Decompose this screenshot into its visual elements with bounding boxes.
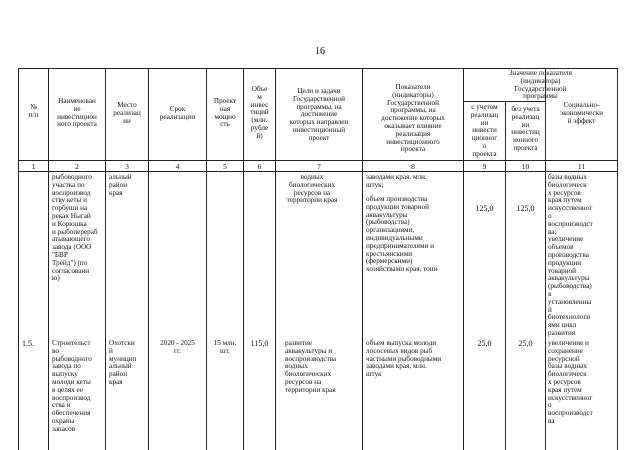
row-cont-with-project-value: 125,0 (475, 204, 494, 213)
row-1-5-capacity: 15 млн. шт. (213, 339, 237, 355)
row-cont-indicators-a: заводами края, млн. штук; (366, 173, 427, 189)
column-number: 2 (75, 162, 79, 171)
col-border-9 (505, 101, 506, 450)
header-term: Срок реализации (159, 105, 196, 121)
row-1-5-project-name: Строительст во рыбоводного завода по выпуску молоди кеты в целях ее воспроизвод ства и обеспечения охраны запасов (52, 339, 92, 433)
col-border-11 (617, 68, 618, 450)
header-socio-economic-effect: Социально- экономически й эффект (559, 101, 603, 125)
row-1-5-place: Охотски й муницип альный район края (109, 339, 137, 386)
col-border-3 (148, 68, 149, 450)
row-1-5-without-project-value: 25,0 (518, 339, 533, 348)
header-with-project: с учетом реализац ии инвести ционног о проекта (470, 103, 499, 158)
column-number: 1 (31, 162, 36, 171)
row-cont-without-project-value: 125,0 (516, 204, 535, 213)
header-project-name: Наименован ие инвестицион ного проекта (57, 97, 97, 129)
column-number: 11 (577, 162, 586, 171)
column-number: 8 (411, 162, 415, 171)
col-border-0 (18, 68, 19, 450)
header-place: Место реализац ии (113, 101, 141, 125)
header-bottom-border (18, 160, 617, 161)
header-indicators: Показатели (индикаторы) Государственной программы, на достижение которых оказывает влияние реализация инвестиционного проекта (381, 83, 445, 154)
header-investment: Объе м инвес тиций (млн. рубле й) (250, 85, 269, 140)
row-cont-place: альный район края (109, 173, 132, 197)
column-number: 9 (482, 162, 487, 171)
column-number: 6 (257, 162, 262, 171)
header-goals: Цели и задачи Государственной программы, на достижение которых направлен инвестиционный проект (289, 87, 349, 142)
column-number: 5 (223, 162, 227, 171)
row-1-5-goals: развитие аквакультуры и воспроизводства водных биологических ресурсов на территории края (285, 339, 337, 394)
row-1-5-term: 2020 - 2025 гг. (160, 339, 195, 355)
column-number: 10 (521, 162, 530, 171)
header-capacity: Проект ная мощно сть (213, 97, 237, 129)
column-number: 4 (175, 162, 180, 171)
header-number: № п/п (28, 103, 39, 119)
column-number: 7 (317, 162, 321, 171)
row-1-5-effect: увеличение и сохранение ресурсной базы водных биологическ х ресурсов края путем искусственног о воспроизводст ва (548, 339, 593, 425)
header-without-project: без учета реализац ии инвестиц ионного проекта (511, 105, 540, 152)
row-cont-goals: водных биологических ресурсов на территории края (286, 173, 338, 205)
row-1-5-investment: 115,0 (250, 339, 269, 348)
row-1-5-indicators: объем выпуска молоди лососевых видов рыб частными рыбоводными заводами края, млн. штук (366, 339, 442, 379)
number-row-bottom-border (18, 171, 617, 172)
row-cont-project-name: рыбоводного участка по воспроизвод ству кеты и горбуши на реках Ныгай и Корюшка и рыбоперераб атывающего завода (ООО "БВР Трейд") (по согласовани ю) (52, 173, 98, 283)
header-indicator-value-group: Значение показателя (индикатора) Государственной программы (509, 69, 572, 101)
row-cont-indicators-b: объем производства продукции товарной аквакультуры (рыбоводства) организациями, индивидуальными предпринимателями и крестьянскими (фермерскими) хозяйствами края, тонн (366, 195, 438, 274)
row-cont-effect: базы водных биологическ х ресурсов края путем искусственног о воспроизводст ва; увеличение объемов производства продукции товарной аквакультуры (рыбоводства) в установленны й биотехнологи ями цикл развития (548, 173, 593, 337)
page-number: 16 (315, 46, 325, 57)
row-1-5-number: 1.5. (22, 339, 34, 348)
row-1-5-with-project-value: 25,0 (477, 339, 492, 348)
column-number: 3 (125, 162, 129, 171)
